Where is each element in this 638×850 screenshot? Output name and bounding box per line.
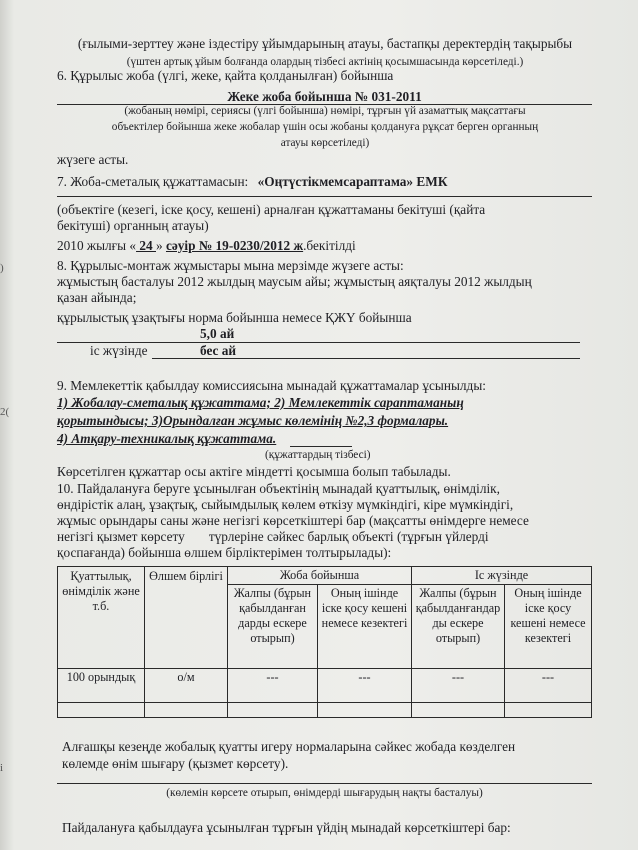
- table-row: [58, 703, 592, 718]
- underline: [57, 196, 592, 197]
- project-caption-1: (жобаның нөмірі, сериясы (үлгі бойынша) нөмірі, тұрғын үй азаматтық мақсаттағы: [124, 105, 526, 117]
- header-total-actual: Жалпы (бұрын қабылданғандар ды ескере отырып): [412, 585, 505, 669]
- cell-stage-project: ---: [318, 669, 412, 703]
- section-10-line-5: қоспағанда) бойынша өлшем бірліктерімен толтырылады):: [57, 545, 392, 560]
- research-org-caption: (ғылыми-зерттеу және іздестіру ұйымдарының атауы, бастапқы деректердің тақырыбы: [77, 36, 573, 51]
- section-10-line-1: 10. Пайдалануға беруге ұсынылған объектінің мынадай қуаттылық, өнімділік,: [57, 481, 500, 496]
- section-10-line-4: негізгі қызмет көрсету түрлеріне сәйкес барлық объекті (тұрғын үйлерді: [57, 529, 489, 544]
- header-by-project: Жоба бойынша: [228, 567, 412, 585]
- section-9-heading: 9. Мемлекеттік қабылдау комиссиясына мынадай құжаттамалар ұсынылды:: [57, 378, 486, 393]
- header-unit: Өлшем бірлігі: [145, 567, 228, 669]
- documents-list-3: 4) Атқару-техникалық құжаттама.: [57, 431, 277, 446]
- initial-stage-line-2: көлемде өнім шығару (қызмет көрсету).: [62, 756, 289, 771]
- table-row: [58, 669, 592, 703]
- research-org-caption-note: (үштен артық ұйым болғанда олардың тізбесі актінің қосымшасында көрсетіледі.): [126, 56, 524, 68]
- header-total-project: Жалпы (бұрын қабылданған дарды ескере отырып): [228, 585, 318, 669]
- margin-mark: і: [0, 762, 4, 774]
- duration-actual-value: бес ай: [200, 343, 237, 358]
- implemented-text: жүзеге асты.: [57, 152, 129, 167]
- approver-caption-2: бекітуші) органның атауы): [57, 218, 209, 233]
- construction-period-1: жұмыстың басталуы 2012 жылдың маусым айы; жұмыстың аяқталуы 2012 жылдың: [57, 274, 532, 289]
- construction-period-2: қазан айында;: [57, 290, 137, 305]
- documents-list-2: қорытындысы; 3)Орындалған жұмыс көлемінің №2,3 формалары.: [57, 413, 449, 428]
- section-7-heading: [57, 174, 447, 190]
- project-caption-3: атауы көрсетіледі): [280, 137, 370, 149]
- duration-actual-label: іс жүзінде: [90, 343, 148, 358]
- cell-total-project: ---: [228, 669, 318, 703]
- duration-norm-value: 5,0 ай: [200, 326, 235, 341]
- header-stage-actual: Оның ішінде іске қосу кешені немесе кезектегі: [505, 585, 592, 669]
- approval-number: сәуір № 19-0230/2012 ж: [165, 238, 304, 253]
- underline: [152, 358, 580, 359]
- section-6-heading: 6. Құрылыс жоба (үлгі, жеке, қайта қолданылған) бойынша: [57, 68, 394, 83]
- header-stage-project: Оның ішінде іске қосу кешені немесе кезектегі: [318, 585, 412, 669]
- header-actual: Іс жүзінде: [412, 567, 592, 585]
- attachment-note: Көрсетілген құжаттар осы актіге міндетті қосымша болып табылады.: [57, 464, 451, 479]
- cell-capacity: 100 орындық: [58, 669, 145, 703]
- margin-mark: ): [0, 262, 4, 274]
- output-start-caption: (көлемін көрсете отырып, өнімдерді шығарудың нақты басталуы): [166, 787, 483, 799]
- margin-mark: 2(: [0, 406, 10, 418]
- approval-date-line: 2010 жылғы « 24 » сәуір № 19-0230/2012 ж.бекітілді: [57, 238, 356, 253]
- expertise-org-value: «Оңтүстікмемсараптама» ЕМК: [257, 174, 448, 189]
- initial-stage-line-1: Алғашқы кезеңде жобалық қуатты игеру нормаларына сәйкес жобада көзделген: [62, 739, 516, 754]
- documents-list-1: 1) Жобалау-сметалық құжаттама; 2) Мемлекеттік сараптаманың: [57, 395, 464, 410]
- cell-stage-actual: ---: [505, 669, 592, 703]
- section-7-label: 7. Жоба-сметалық құжаттамасын:: [57, 174, 249, 189]
- header-capacity: Қуаттылық, өнімділік және т.б.: [58, 567, 145, 669]
- cell-unit: о/м: [145, 669, 228, 703]
- section-10-line-3: жұмыс орындары саны және негізгі көрсеткіштері бар (мақсатты өнімдерге немесе: [57, 513, 529, 528]
- documents-list-caption: (құжаттардың тізбесі): [265, 449, 371, 461]
- cell-total-actual: ---: [412, 669, 505, 703]
- section-10-line-2: өндірістік алаң, ұзақтық, сыйымдылық көлем өткізу мүмкіндігі, кіре мүмкіндігі,: [57, 497, 514, 512]
- section-8-heading: 8. Құрылыс-монтаж жұмыстары мына мерзімде жүзеге асты:: [57, 258, 404, 273]
- approver-caption-1: (объектіге (кезегі, іске қосу, кешені) арналған құжаттаманы бекітуші (қайта: [57, 202, 486, 217]
- capacity-table: [57, 566, 592, 718]
- project-number-value: Жеке жоба бойынша № 031-2011: [227, 89, 422, 104]
- underline: [57, 783, 592, 784]
- duration-norm-label: құрылыстық ұзақтығы норма бойынша немесе ҚЖҮ бойынша: [57, 310, 412, 325]
- approval-day: 24: [136, 238, 156, 253]
- residential-indicators-heading: Пайдалануға қабылдауға ұсынылған тұрғын үйдің мынадай көрсеткіштері бар:: [62, 820, 511, 835]
- project-caption-2: объектілер бойынша жеке жобалар үшін осы жобаны қолдануға рұқсат берген органның: [111, 121, 539, 133]
